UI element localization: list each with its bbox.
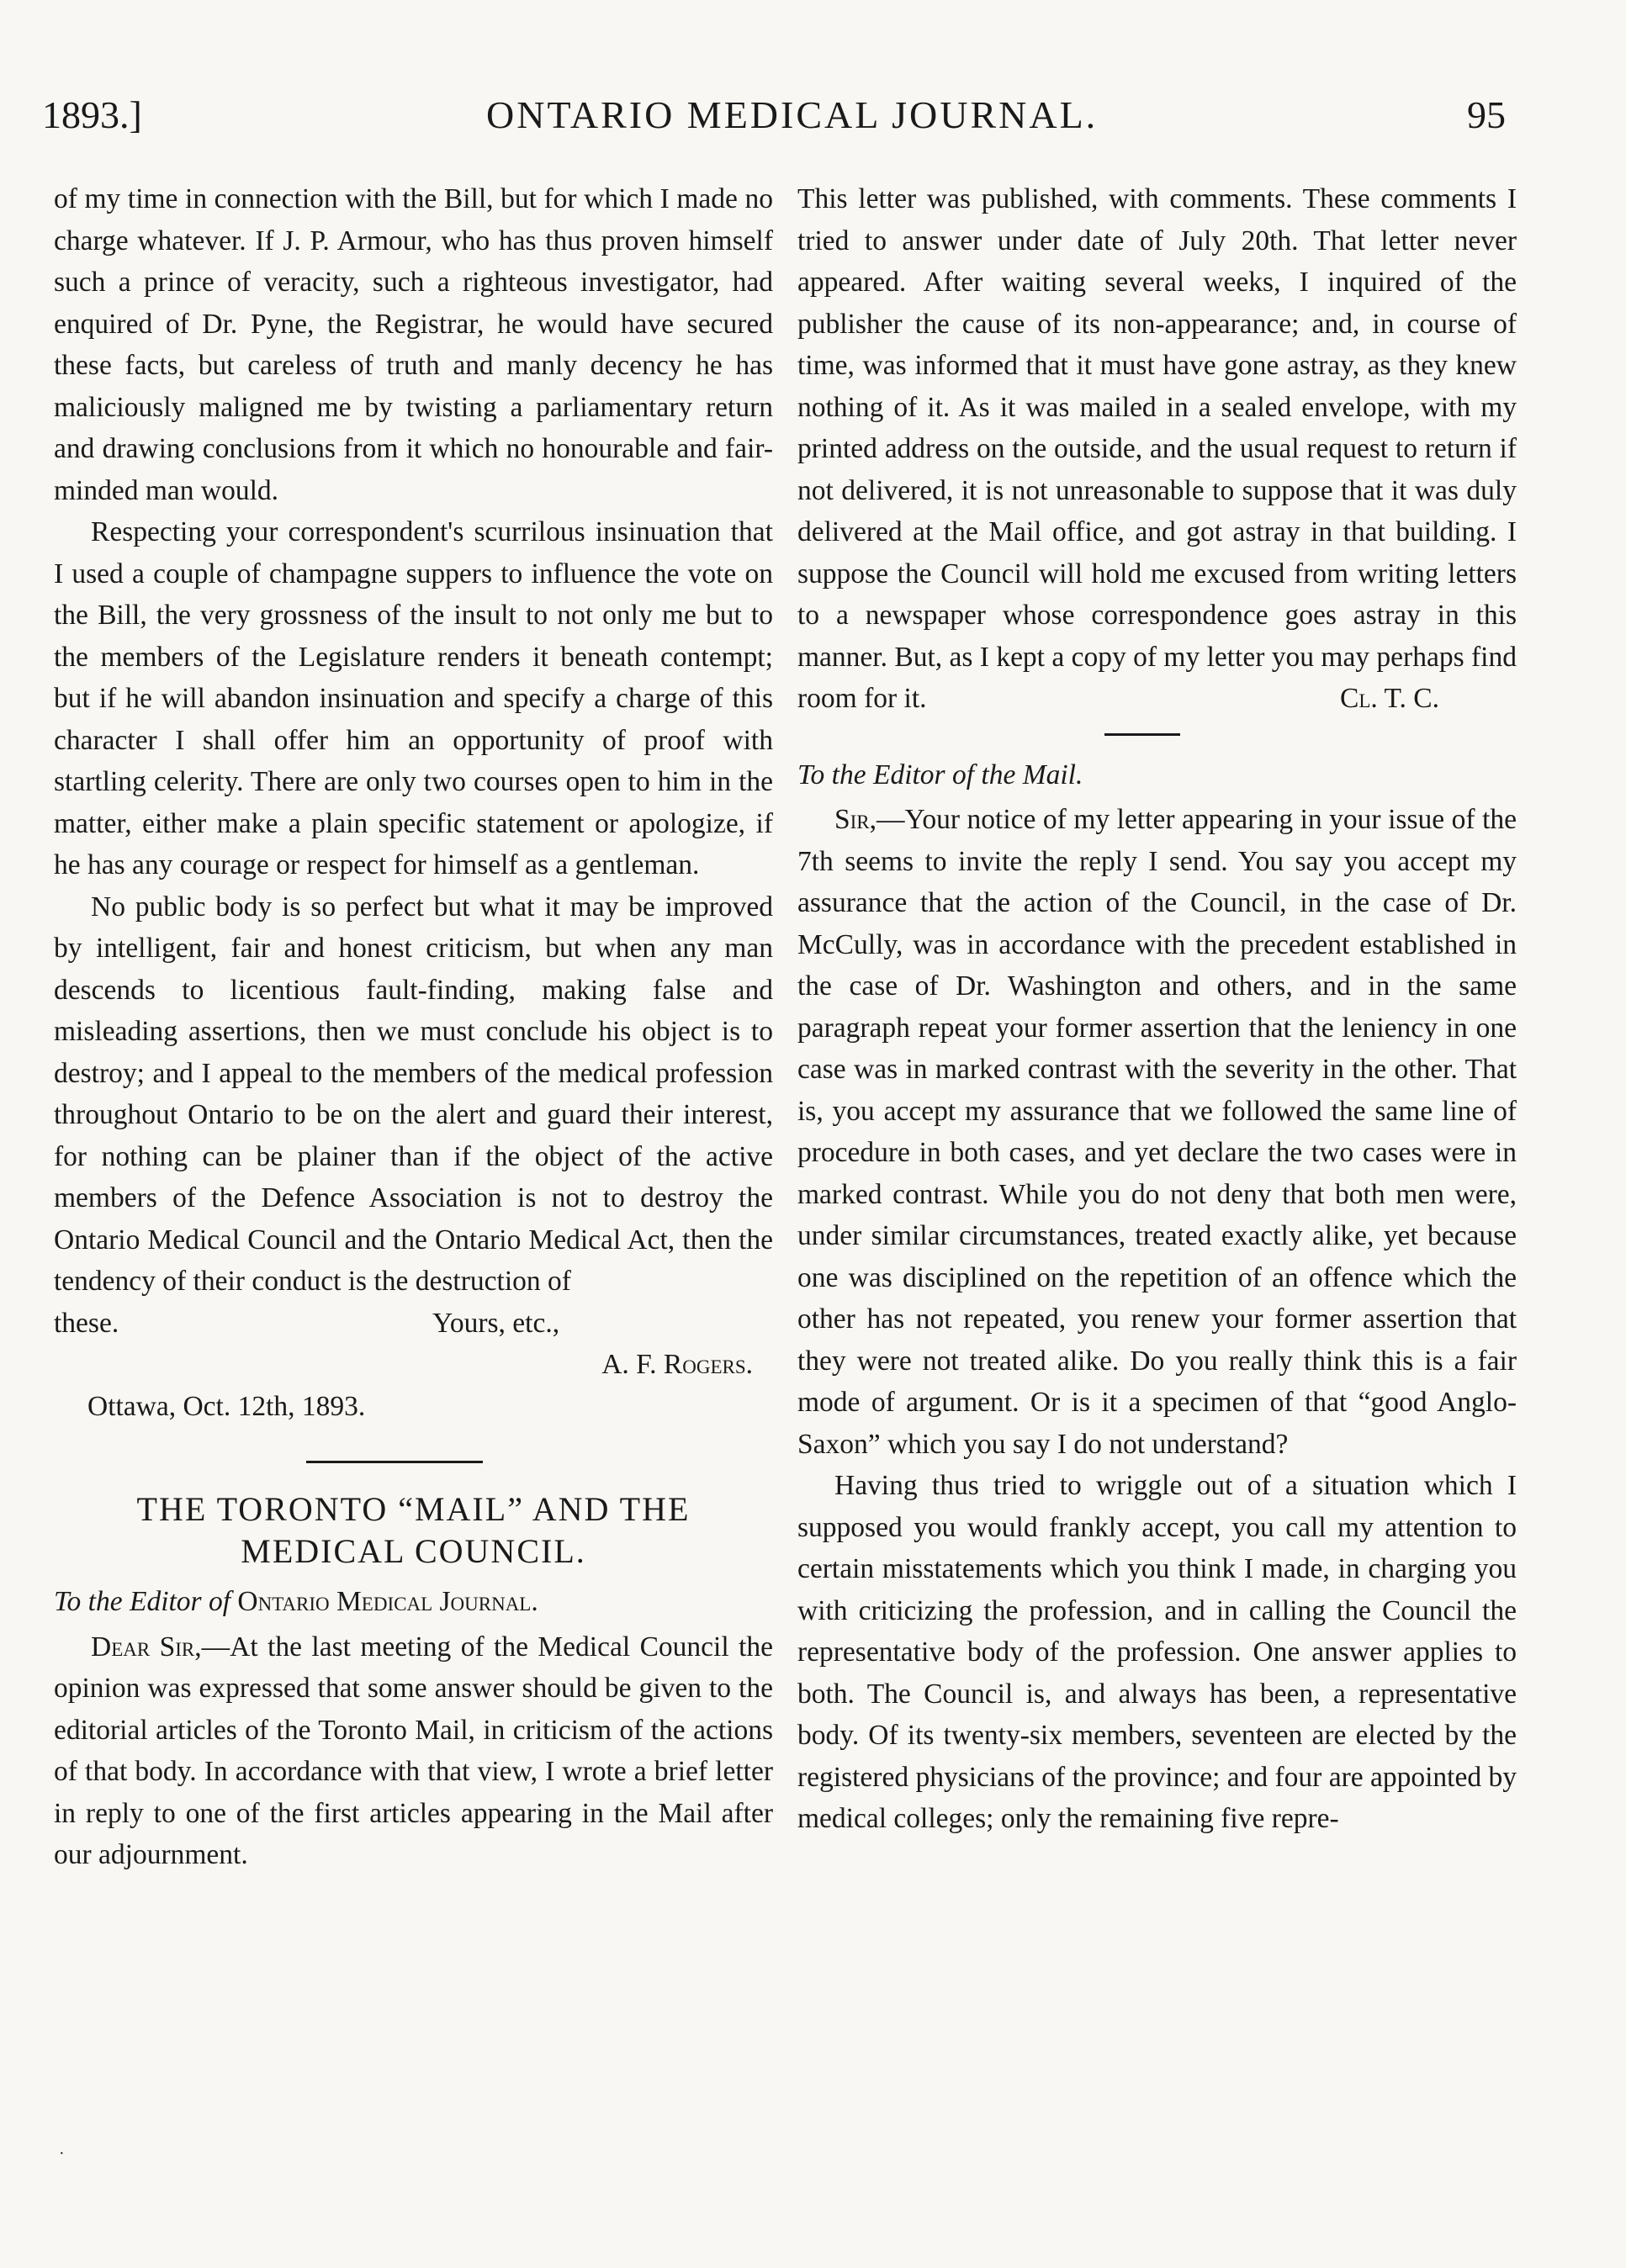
dateline: Ottawa, Oct. 12th, 1893.	[87, 1390, 366, 1422]
right-column	[797, 178, 1517, 1840]
left-paragraph-4-text: —At the last meeting of the Medical Council the opinion was expressed that some answer should be given to the editorial articles of the Toronto Mail, in criticism of the actions of that body. In accordance with that view, I wrote a brief letter in reply to one of the first articles appearing in the Mail after our adjournment.	[54, 1631, 774, 1870]
right-signature-row	[797, 678, 1517, 720]
article-title-line-2: MEDICAL COUNCIL.	[241, 1532, 586, 1570]
yours-etc: Yours, etc.,	[432, 1307, 560, 1339]
right-paragraph-2	[797, 799, 1517, 1465]
short-divider	[1104, 733, 1180, 736]
salutation-dear-sir: Dear Sir,	[91, 1631, 202, 1663]
left-paragraph-4	[54, 1626, 773, 1876]
header-year: 1893.]	[42, 93, 142, 136]
right-paragraph-1: This letter was published, with comments. These comments I tried to answer under date of July 20th. That letter never appeared. After waiting several weeks, I inquired of the publisher the cause of its non-appearance; and, in course of time, was informed that it must have gone astray, as they knew nothing of it. As it was mailed in a sealed envelope, with my printed address on the outside, and the usual request to return if not delivered, it is not unreasonable to suppose that it was duly delivered at the Mail office, and got astray in that building. I suppose the Council will hold me excused from writing letters to a newspaper whose correspondence goes astray in this manner. But, as I kept a copy of my letter you may perhaps find	[797, 183, 1517, 673]
salutation-sir: Sir,	[834, 804, 877, 835]
to-editor-mail: To the Editor of the Mail.	[797, 759, 1083, 790]
closing-word: these.	[54, 1307, 119, 1339]
left-paragraph-2: Respecting your correspondent's scurrilous insinuation that I used a couple of champagne suppers to influence the vote on the Bill, the very grossness of the insult to not only me but to the members of the Legislature renders it beneath contempt; but if he will abandon insinuation and specify a charge of this character I shall offer him an opportunity of proof with startling celerity. There are only two courses open to him in the matter, either make a plain specific statement or apologize, if he has any courage or respect for himself as a gentleman.	[54, 516, 773, 880]
right-paragraph-2-text: —Your notice of my letter appearing in your issue of the 7th seems to invite the reply I send. You say you accept my assurance that the action of the Council, in the case of Dr. McCully, was in accordance with the precedent established in the case of Dr. Washington and others, and in the same paragraph repeat your former assertion that the leniency in one case was in marked contrast with the severity in the other. That is, you accept my assurance that we followed the same line of procedure in both cases, and yet declare the two cases were in marked contrast. While you do not deny that both men were, under similar circumstances, treated exactly alike, yet because one was disciplined on the repetition of an offence which the other has not repeated, you renew your former assertion that they were not treated alike. Do you really think this is a fair mode of argument. Or is it a specimen of that “good Anglo-Saxon” which you say I do not understand?	[797, 804, 1517, 1460]
article-title	[54, 1488, 773, 1573]
to-editor-prefix: To the Editor of	[54, 1586, 238, 1617]
left-paragraph-3: No public body is so perfect but what it may be improved by intelligent, fair and honest criticism, but when any man descends to licentious fault-finding, making false and misleading assertions, then we must conclude his object is to destroy; and I appeal to the members of the medical profession throughout Ontario to be on the alert and guard their interest, for nothing can be plainer than if the object of the active members of the Defence Association is not to destroy the Ontario Medical Council and the Ontario Medical Act, then the tendency of their conduct is the destruction of	[54, 891, 773, 1297]
left-column	[54, 178, 773, 1876]
to-editor-line	[54, 1581, 773, 1623]
article-title-line-1: THE TORONTO “MAIL” AND THE	[136, 1490, 691, 1528]
signature-clt: Cl. T. C.	[1340, 683, 1439, 714]
right-paragraph-3: Having thus tried to wriggle out of a situation which I supposed you would frankly accept, you call my attention to certain misstatements which you think I made, in charging you with criticizing the profession, and in calling the Council the representative body of the profession. One answer applies to both. The Council is, and always has been, a representative body. Of its twenty-six members, seventeen are elected by the registered physicians of the province; and four are appointed by medical colleges; only the remaining five repre-	[797, 1470, 1517, 1834]
to-editor-journal: Ontario Medical Journal.	[237, 1586, 538, 1617]
running-header	[42, 93, 1506, 151]
closing-row	[54, 1303, 773, 1345]
section-divider	[306, 1461, 483, 1463]
right-paragraph-1-end: room for it.	[797, 683, 927, 714]
left-paragraph-1: of my time in connection with the Bill, but for which I made no charge whatever. If J. P. Armour, who has thus proven himself such a prince of veracity, such a righteous investigator, had enquired of Dr. Pyne, the Registrar, he would have secured these facts, but careless of truth and manly decency he has maliciously maligned me by twisting a parliamentary return and drawing conclusions from it which no honourable and fair-minded man would.	[54, 183, 773, 506]
page-speck: ·	[59, 2144, 65, 2163]
page-number: 95	[1467, 93, 1506, 136]
journal-title: ONTARIO MEDICAL JOURNAL.	[486, 93, 1099, 136]
signature-rogers: A. F. Rogers.	[601, 1349, 753, 1380]
